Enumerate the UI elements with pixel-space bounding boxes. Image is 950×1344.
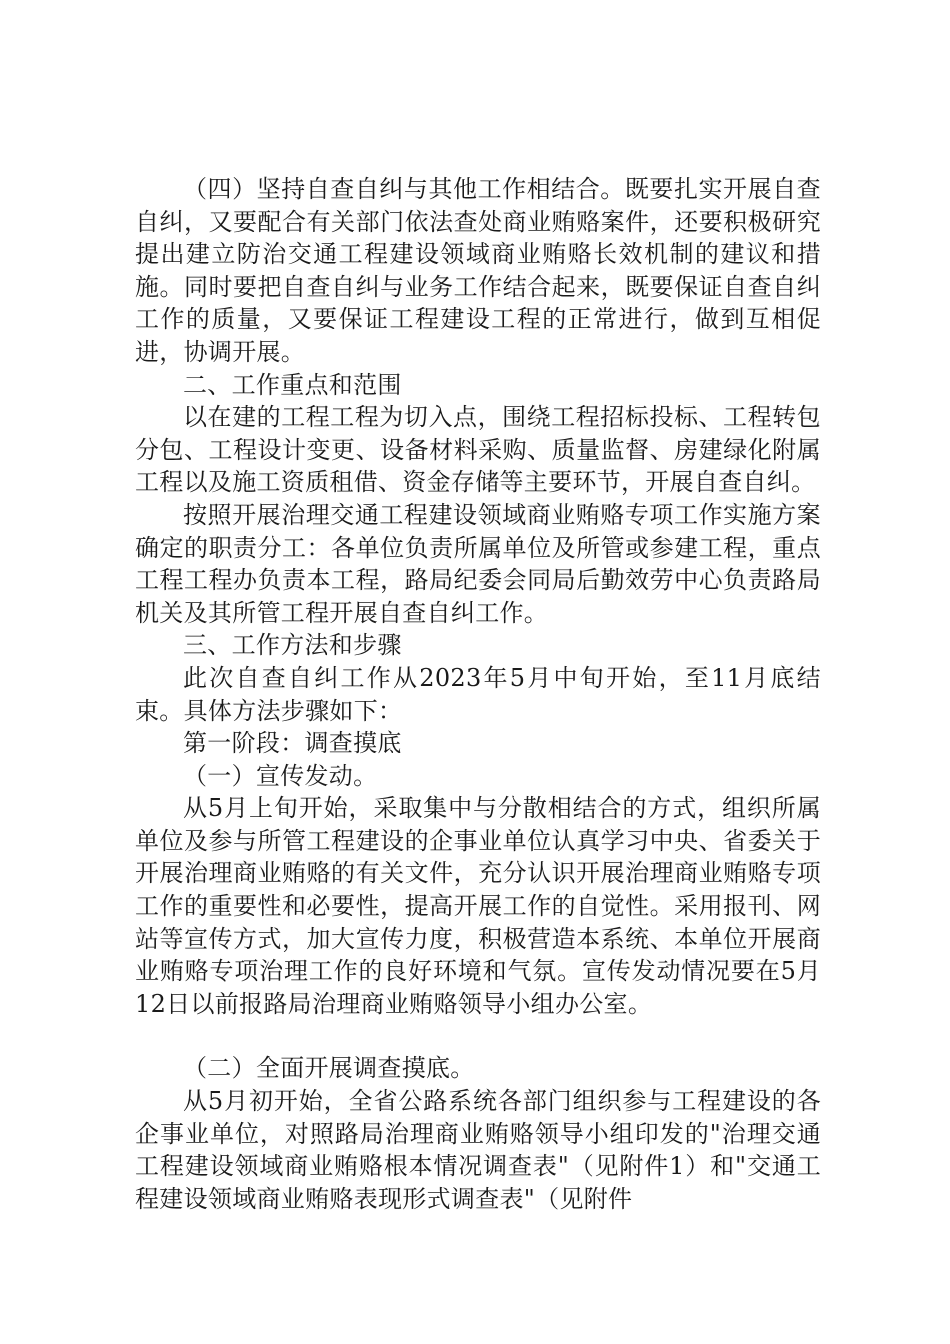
section-heading-methods: 三、工作方法和步骤 [183, 631, 402, 660]
paragraph-publicity: 从5月上旬开始，采取集中与分散相结合的方式，组织所属单位及参与所管工程建设的企事业单位认真学习中央、省委关于开展治理商业贿赂的有关文件，充分认识开展治理商业贿赂专项工作的重要性和必要性，提高开展工作的自觉性。采用报刊、网站等宣传方式，加大宣传力度，积极营造本系统、本单位开展商业贿赂专项治理工作的良好环境和气氛。宣传发动情况要在5月12日以前报路局治理商业贿赂领导小组办公室。 [135, 794, 821, 1018]
paragraph-investigation: 从5月初开始，全省公路系统各部门组织参与工程建设的各企事业单位，对照路局治理商业贿赂领导小组印发的"治理交通工程建设领域商业贿赂根本情况调查表"（见附件1）和"交通工程建设领域商业贿赂表现形式调查表"（见附件 [135, 1087, 821, 1213]
section-heading-work-focus: 二、工作重点和范围 [183, 370, 402, 399]
paragraph-responsibilities: 按照开展治理交通工程建设领域商业贿赂专项工作实施方案确定的职责分工：各单位负责所属单位及所管或参建工程，重点工程工程办负责本工程，路局纪委会同局后勤效劳中心负责路局机关及其所管工程开展自查自纠工作。 [135, 500, 821, 627]
paragraph-work-focus: 以在建的工程工程为切入点，围绕工程招标投标、工程转包分包、工程设计变更、设备材料采购、质量监督、房建绿化附属工程以及施工资质租借、资金存储等主要环节，开展自查自纠。 [135, 403, 821, 497]
subheading-investigation: （二）全面开展调查摸底。 [183, 1054, 475, 1083]
subheading-publicity: （一）宣传发动。 [183, 761, 378, 790]
paragraph-spacer [135, 1020, 821, 1052]
paragraph-self-check-combination: （四）坚持自查自纠与其他工作相结合。既要扎实开展自查自纠，又要配合有关部门依法查处商业贿赂案件，还要积极研究提出建立防治交通工程建设领域商业贿赂长效机制的建议和措施。同时要把自查自纠与业务工作结合起来，既要保证自查自纠工作的质量，又要保证工程建设工程的正常进行，做到互相促进，协调开展。 [135, 175, 821, 366]
paragraph-timeline: 此次自查自纠工作从2023年5月中旬开始，至11月底结束。具体方法步骤如下： [135, 663, 821, 725]
document-body [135, 173, 821, 1215]
stage-heading-survey: 第一阶段：调查摸底 [183, 729, 402, 758]
